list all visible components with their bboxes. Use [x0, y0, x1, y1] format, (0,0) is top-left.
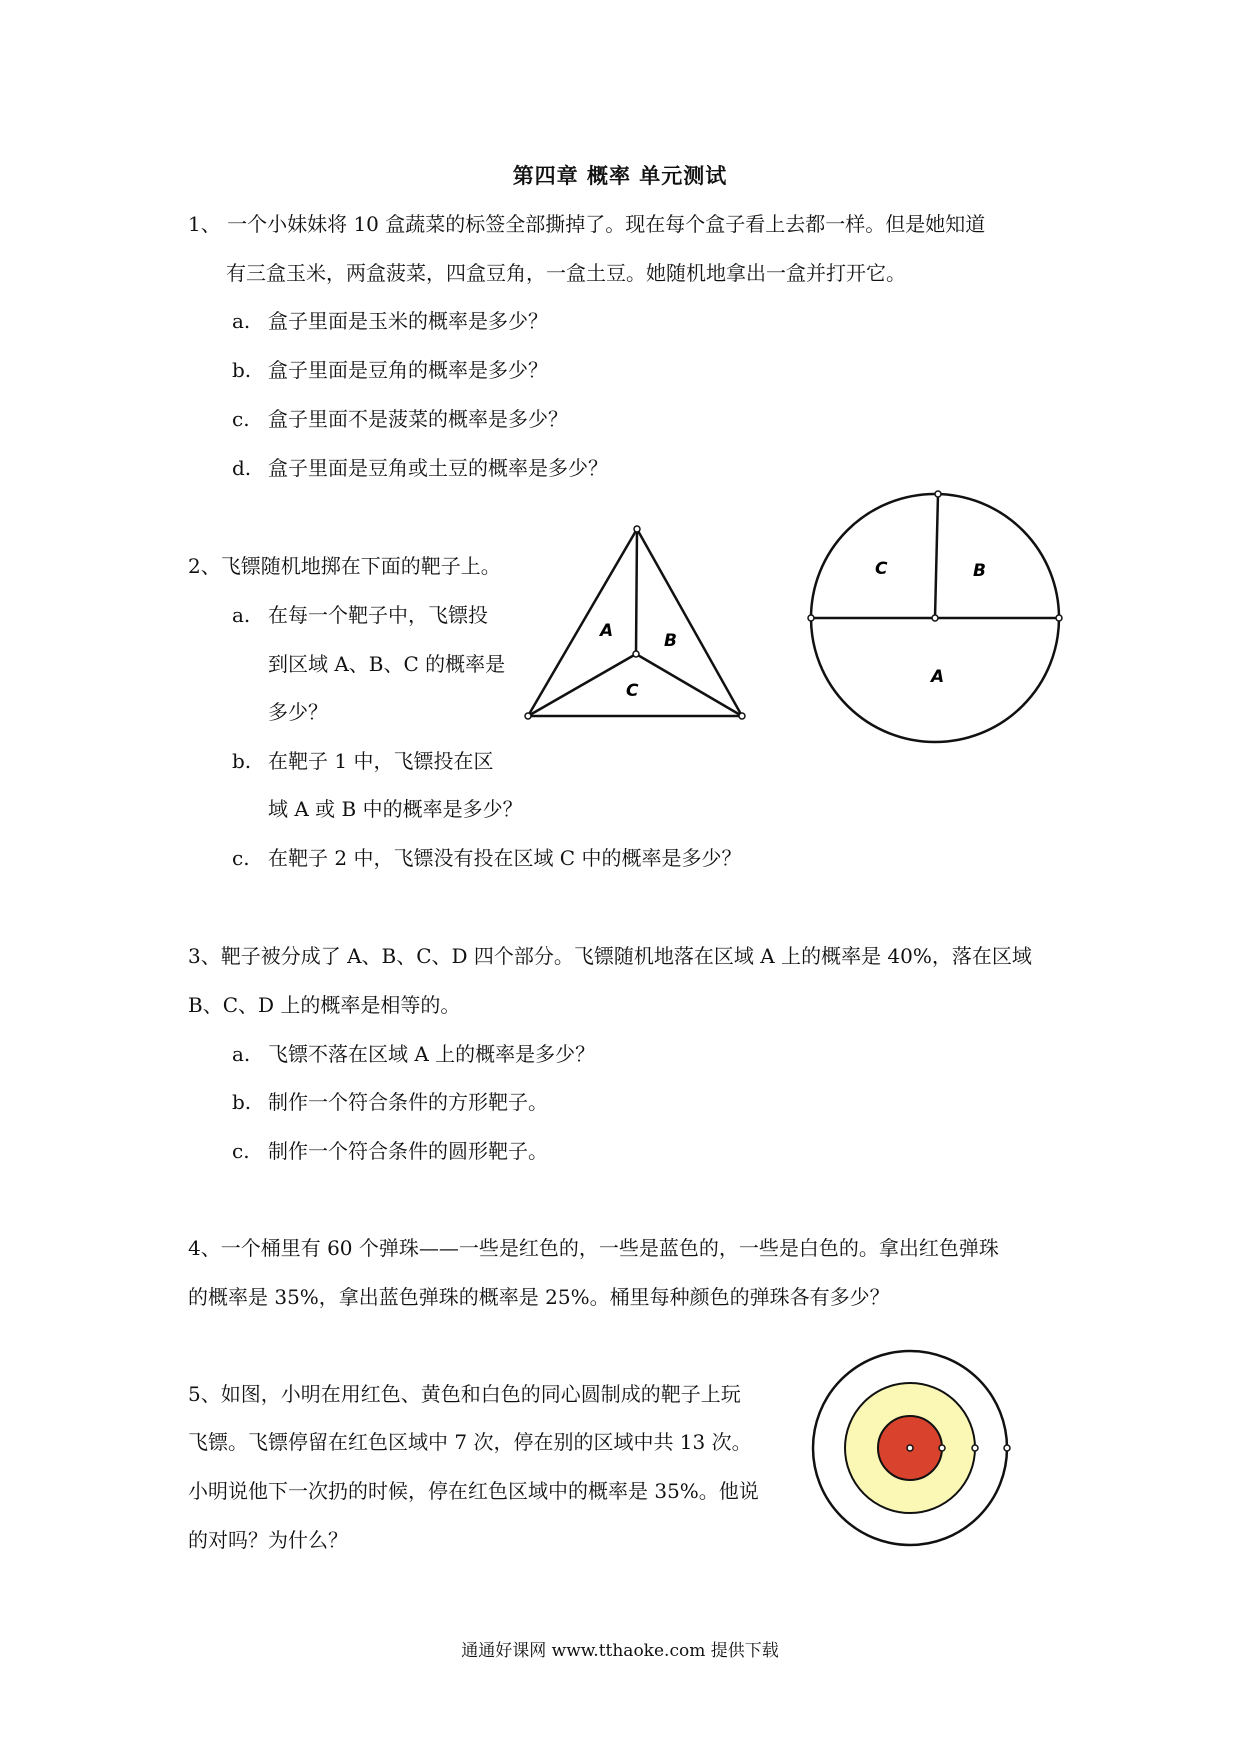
q5-line-4: 的对吗？为什么？	[188, 1528, 348, 1552]
circle-radius	[935, 494, 938, 618]
q3-sub-a-text: 飞镖不落在区域 A 上的概率是多少？	[268, 1042, 596, 1066]
circle-point-center	[932, 615, 938, 621]
q3-sub-c-text: 制作一个符合条件的圆形靶子。	[268, 1139, 548, 1163]
triangle-vertex-left	[525, 713, 531, 719]
q2-sub-b	[232, 749, 493, 773]
q2-sub-a-text-2: 到区域 A、B、C 的概率是	[268, 652, 506, 676]
q1-sub-d-mark: d.	[232, 456, 252, 480]
q5-line-1: 5、如图，小明在用红色、黄色和白色的同心圆制成的靶子上玩	[188, 1382, 741, 1406]
triangle-center-point	[633, 651, 639, 657]
q3-sub-c	[232, 1139, 548, 1163]
q1-sub-b-text: 盒子里面是豆角的概率是多少？	[268, 358, 548, 382]
triangle-divider-left	[528, 654, 636, 716]
ring-point-red	[939, 1445, 945, 1451]
q4-line-2: 的概率是 35%，拿出蓝色弹珠的概率是 25%。桶里每种颜色的弹珠各有多少？	[188, 1285, 890, 1309]
q1-sub-a	[232, 309, 548, 333]
triangle-label-c: C	[626, 681, 639, 701]
q1-sub-c-mark: c.	[232, 407, 250, 431]
page-footer: 通通好课网 www.tthaoke.com 提供下载	[461, 1641, 779, 1661]
circle-label-a: A	[931, 667, 945, 687]
circle-point-left	[808, 615, 814, 621]
q2-sub-b-mark: b.	[232, 749, 252, 773]
q3-line-1: 3、靶子被分成了 A、B、C、D 四个部分。飞镖随机地落在区域 A 上的概率是 40%，落在区域	[188, 944, 1032, 968]
ring-point-center	[907, 1445, 913, 1451]
q5-line-2: 飞镖。飞镖停留在红色区域中 7 次，停在别的区域中共 13 次。	[188, 1430, 752, 1454]
triangle-vertex-right	[739, 713, 745, 719]
q1-sub-c-text: 盒子里面不是菠菜的概率是多少？	[268, 407, 568, 431]
target-3-concentric	[800, 1338, 1020, 1558]
circle-label-c: C	[875, 559, 888, 579]
circle-label-b: B	[973, 561, 986, 581]
triangle-vertex-top	[634, 526, 640, 532]
q3-sub-a-mark: a.	[232, 1042, 251, 1066]
circle-point-top	[935, 491, 941, 497]
q1-sub-b-mark: b.	[232, 358, 252, 382]
q3-sub-b	[232, 1090, 548, 1114]
target-2-circle	[805, 488, 1065, 748]
ring-point-yellow	[972, 1445, 978, 1451]
q1-sub-a-mark: a.	[232, 309, 251, 333]
q3-sub-c-mark: c.	[232, 1139, 250, 1163]
q1-sub-c	[232, 407, 568, 431]
q1-line-2: 有三盒玉米，两盒菠菜，四盒豆角，一盒土豆。她随机地拿出一盒并打开它。	[226, 261, 906, 285]
q1-sub-d-text: 盒子里面是豆角或土豆的概率是多少？	[268, 456, 608, 480]
q3-sub-b-text: 制作一个符合条件的方形靶子。	[268, 1090, 548, 1114]
q1-sub-d	[232, 456, 608, 480]
q2-sub-a-text-3: 多少？	[268, 700, 328, 724]
q2-sub-b-text-2: 域 A 或 B 中的概率是多少？	[268, 797, 523, 821]
q3-sub-b-mark: b.	[232, 1090, 252, 1114]
q2-sub-a	[232, 603, 488, 627]
q2-sub-c-mark: c.	[232, 846, 250, 870]
triangle-divider-right	[636, 654, 742, 716]
target-1-triangle	[520, 520, 760, 730]
circle-point-right	[1056, 615, 1062, 621]
q2-sub-a-text-1: 在每一个靶子中，飞镖投	[268, 603, 488, 627]
triangle-label-b: B	[664, 631, 677, 651]
q2-line-1: 2、飞镖随机地掷在下面的靶子上。	[188, 554, 501, 578]
q3-sub-a	[232, 1042, 595, 1066]
q2-sub-b-text-1: 在靶子 1 中，飞镖投在区	[268, 749, 494, 773]
q3-line-2: B、C、D 上的概率是相等的。	[188, 993, 461, 1017]
ring-point-white	[1004, 1445, 1010, 1451]
triangle-label-a: A	[600, 621, 614, 641]
q2-sub-c-text: 在靶子 2 中，飞镖没有投在区域 C 中的概率是多少？	[268, 846, 742, 870]
q5-line-3: 小明说他下一次扔的时候，停在红色区域中的概率是 35%。他说	[188, 1479, 759, 1503]
triangle-divider-top	[636, 529, 637, 654]
q2-sub-c	[232, 846, 741, 870]
q1-sub-a-text: 盒子里面是玉米的概率是多少？	[268, 309, 548, 333]
q1-line-1: 1、 一个小妹妹将 10 盒蔬菜的标签全部撕掉了。现在每个盒子看上去都一样。但是她知道	[188, 212, 986, 236]
q1-sub-b	[232, 358, 548, 382]
q2-sub-a-mark: a.	[232, 603, 251, 627]
q4-line-1: 4、一个桶里有 60 个弹珠——一些是红色的，一些是蓝色的，一些是白色的。拿出红色弹珠	[188, 1236, 999, 1260]
page-title: 第四章 概率 单元测试	[512, 164, 728, 188]
